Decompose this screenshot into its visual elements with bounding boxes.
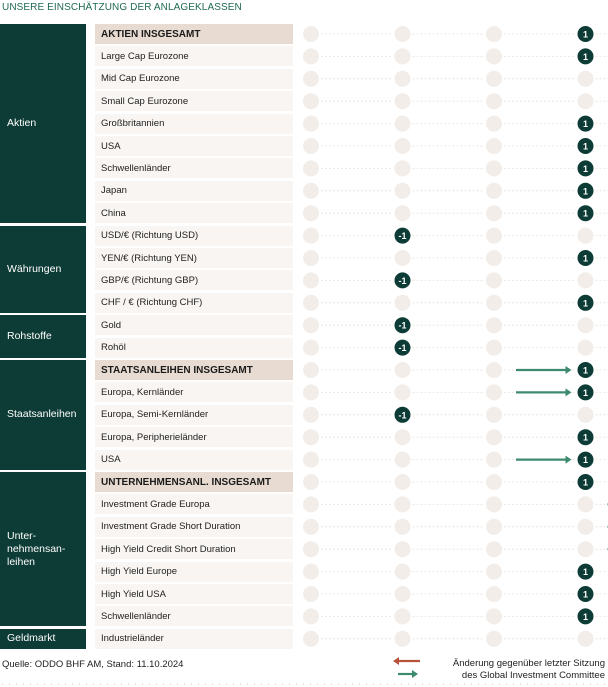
category-label: Geldmarkt bbox=[7, 632, 56, 645]
row-label: Großbritannien bbox=[95, 114, 293, 134]
empty-dot bbox=[303, 340, 319, 356]
empty-dot bbox=[395, 541, 411, 557]
empty-dot bbox=[395, 26, 411, 42]
empty-dot bbox=[578, 93, 594, 109]
row-label: Rohöl bbox=[95, 338, 293, 358]
empty-dot bbox=[486, 250, 502, 266]
empty-dot bbox=[578, 496, 594, 512]
empty-dot bbox=[303, 429, 319, 445]
row-label: High Yield Credit Short Duration bbox=[95, 539, 293, 559]
row-header-label: AKTIEN INSGESAMT bbox=[95, 24, 293, 44]
empty-dot bbox=[303, 608, 319, 624]
empty-dot bbox=[578, 272, 594, 288]
value-marker-label: -1 bbox=[398, 231, 407, 242]
row-label: High Yield USA bbox=[95, 584, 293, 604]
empty-dot bbox=[486, 160, 502, 176]
empty-dot bbox=[486, 452, 502, 468]
value-marker-label: 1 bbox=[582, 589, 589, 600]
row-label: Japan bbox=[95, 181, 293, 201]
empty-dot bbox=[395, 452, 411, 468]
empty-dot bbox=[486, 272, 502, 288]
empty-dot bbox=[395, 183, 411, 199]
empty-dot bbox=[303, 519, 319, 535]
change-arrow-up-head bbox=[566, 388, 572, 396]
empty-dot bbox=[303, 160, 319, 176]
empty-dot bbox=[486, 205, 502, 221]
row-label: Investment Grade Europa bbox=[95, 494, 293, 514]
row-label: Europa, Semi-Kernländer bbox=[95, 405, 293, 425]
empty-dot bbox=[578, 541, 594, 557]
change-arrow-up-head bbox=[566, 366, 572, 374]
row-label: USD/€ (Richtung USD) bbox=[95, 226, 293, 246]
empty-dot bbox=[486, 116, 502, 132]
empty-dot bbox=[486, 317, 502, 333]
empty-dot bbox=[578, 407, 594, 423]
empty-dot bbox=[395, 564, 411, 580]
empty-dot bbox=[395, 48, 411, 64]
empty-dot bbox=[486, 429, 502, 445]
empty-dot bbox=[303, 452, 319, 468]
value-marker-label: 1 bbox=[582, 186, 589, 197]
legend-line-2: des Global Investment Committee bbox=[461, 670, 605, 681]
empty-dot bbox=[395, 116, 411, 132]
value-marker-label: 1 bbox=[582, 208, 589, 219]
empty-dot bbox=[395, 474, 411, 490]
empty-dot bbox=[395, 362, 411, 378]
legend-text bbox=[423, 658, 605, 682]
empty-dot bbox=[486, 586, 502, 602]
empty-dot bbox=[303, 541, 319, 557]
category-label: Staatsanleihen bbox=[7, 408, 77, 421]
row-label: Investment Grade Short Duration bbox=[95, 517, 293, 537]
empty-dot bbox=[303, 71, 319, 87]
empty-dot bbox=[303, 384, 319, 400]
empty-dot bbox=[395, 631, 411, 647]
empty-dot bbox=[303, 48, 319, 64]
empty-dot bbox=[303, 317, 319, 333]
value-marker-label: 1 bbox=[582, 387, 589, 398]
empty-dot bbox=[486, 93, 502, 109]
empty-dot bbox=[486, 26, 502, 42]
empty-dot bbox=[486, 295, 502, 311]
empty-dot bbox=[303, 26, 319, 42]
page-title: UNSERE EINSCHÄTZUNG DER ANLAGEKLASSEN bbox=[2, 2, 242, 13]
empty-dot bbox=[486, 71, 502, 87]
empty-dot bbox=[486, 631, 502, 647]
row-label: Europa, Peripherieländer bbox=[95, 427, 293, 447]
legend-arrow-down-head bbox=[393, 657, 399, 665]
empty-dot bbox=[395, 519, 411, 535]
row-label: CHF / € (Richtung CHF) bbox=[95, 293, 293, 313]
row-label: Schwellenländer bbox=[95, 158, 293, 178]
empty-dot bbox=[303, 496, 319, 512]
value-marker-label: 1 bbox=[582, 432, 589, 443]
empty-dot bbox=[395, 384, 411, 400]
empty-dot bbox=[395, 71, 411, 87]
empty-dot bbox=[303, 138, 319, 154]
empty-dot bbox=[486, 407, 502, 423]
empty-dot bbox=[486, 228, 502, 244]
empty-dot bbox=[486, 384, 502, 400]
value-marker-label: 1 bbox=[582, 477, 589, 488]
empty-dot bbox=[486, 608, 502, 624]
value-marker-label: -1 bbox=[398, 275, 407, 286]
empty-dot bbox=[486, 496, 502, 512]
row-label: YEN/€ (Richtung YEN) bbox=[95, 248, 293, 268]
empty-dot bbox=[303, 183, 319, 199]
empty-dot bbox=[578, 228, 594, 244]
empty-dot bbox=[395, 160, 411, 176]
empty-dot bbox=[486, 362, 502, 378]
empty-dot bbox=[303, 93, 319, 109]
empty-dot bbox=[303, 228, 319, 244]
empty-dot bbox=[303, 295, 319, 311]
empty-dot bbox=[395, 429, 411, 445]
empty-dot bbox=[486, 474, 502, 490]
empty-dot bbox=[395, 205, 411, 221]
empty-dot bbox=[303, 205, 319, 221]
row-label: China bbox=[95, 203, 293, 223]
value-marker-label: 1 bbox=[582, 298, 589, 309]
empty-dot bbox=[395, 608, 411, 624]
category-label: Unter- nehmensan- leihen bbox=[7, 529, 66, 568]
value-marker-label: 1 bbox=[582, 455, 589, 466]
row-label: Industrieländer bbox=[95, 629, 293, 649]
legend-arrow-up-head bbox=[412, 670, 418, 678]
row-label: Schwellenländer bbox=[95, 606, 293, 626]
empty-dot bbox=[395, 496, 411, 512]
category-label: Währungen bbox=[7, 262, 62, 275]
category-label: Aktien bbox=[7, 117, 37, 130]
value-marker-label: 1 bbox=[582, 51, 589, 62]
row-label: High Yield Europe bbox=[95, 562, 293, 582]
empty-dot bbox=[395, 138, 411, 154]
empty-dot bbox=[303, 250, 319, 266]
empty-dot bbox=[303, 116, 319, 132]
value-marker-label: 1 bbox=[582, 611, 589, 622]
empty-dot bbox=[303, 474, 319, 490]
empty-dot bbox=[395, 250, 411, 266]
source-note: Quelle: ODDO BHF AM, Stand: 11.10.2024 bbox=[2, 659, 184, 670]
empty-dot bbox=[486, 541, 502, 557]
empty-dot bbox=[303, 362, 319, 378]
empty-dot bbox=[486, 519, 502, 535]
value-marker-label: -1 bbox=[398, 343, 407, 354]
change-arrow-up-head bbox=[566, 456, 572, 464]
row-header-label: UNTERNEHMENSANL. INSGESAMT bbox=[95, 472, 293, 492]
row-label: Mid Cap Eurozone bbox=[95, 69, 293, 89]
empty-dot bbox=[303, 586, 319, 602]
empty-dot bbox=[303, 564, 319, 580]
empty-dot bbox=[486, 48, 502, 64]
empty-dot bbox=[303, 272, 319, 288]
value-marker-label: 1 bbox=[582, 29, 589, 40]
empty-dot bbox=[486, 564, 502, 580]
empty-dot bbox=[486, 138, 502, 154]
legend-line-1: Änderung gegenüber letzter Sitzung bbox=[452, 658, 605, 669]
value-marker-label: 1 bbox=[582, 119, 589, 130]
value-marker-label: -1 bbox=[398, 410, 407, 421]
value-marker-label: 1 bbox=[582, 253, 589, 264]
empty-dot bbox=[486, 183, 502, 199]
empty-dot bbox=[395, 93, 411, 109]
empty-dot bbox=[578, 71, 594, 87]
value-marker-label: 1 bbox=[582, 567, 589, 578]
empty-dot bbox=[303, 407, 319, 423]
empty-dot bbox=[578, 519, 594, 535]
empty-dot bbox=[578, 340, 594, 356]
row-label: Small Cap Eurozone bbox=[95, 91, 293, 111]
value-marker-label: -1 bbox=[398, 320, 407, 331]
value-marker-label: 1 bbox=[582, 365, 589, 376]
row-label: Europa, Kernländer bbox=[95, 382, 293, 402]
value-marker-label: 1 bbox=[582, 141, 589, 152]
row-label: Gold bbox=[95, 315, 293, 335]
category-label: Rohstoffe bbox=[7, 329, 52, 342]
empty-dot bbox=[395, 586, 411, 602]
empty-dot bbox=[303, 631, 319, 647]
empty-dot bbox=[486, 340, 502, 356]
row-label: USA bbox=[95, 136, 293, 156]
empty-dot bbox=[395, 295, 411, 311]
row-label: Large Cap Eurozone bbox=[95, 46, 293, 66]
row-label: USA bbox=[95, 450, 293, 470]
row-label: GBP/€ (Richtung GBP) bbox=[95, 270, 293, 290]
row-header-label: STAATSANLEIHEN INSGESAMT bbox=[95, 360, 293, 380]
empty-dot bbox=[578, 631, 594, 647]
value-marker-label: 1 bbox=[582, 163, 589, 174]
empty-dot bbox=[578, 317, 594, 333]
